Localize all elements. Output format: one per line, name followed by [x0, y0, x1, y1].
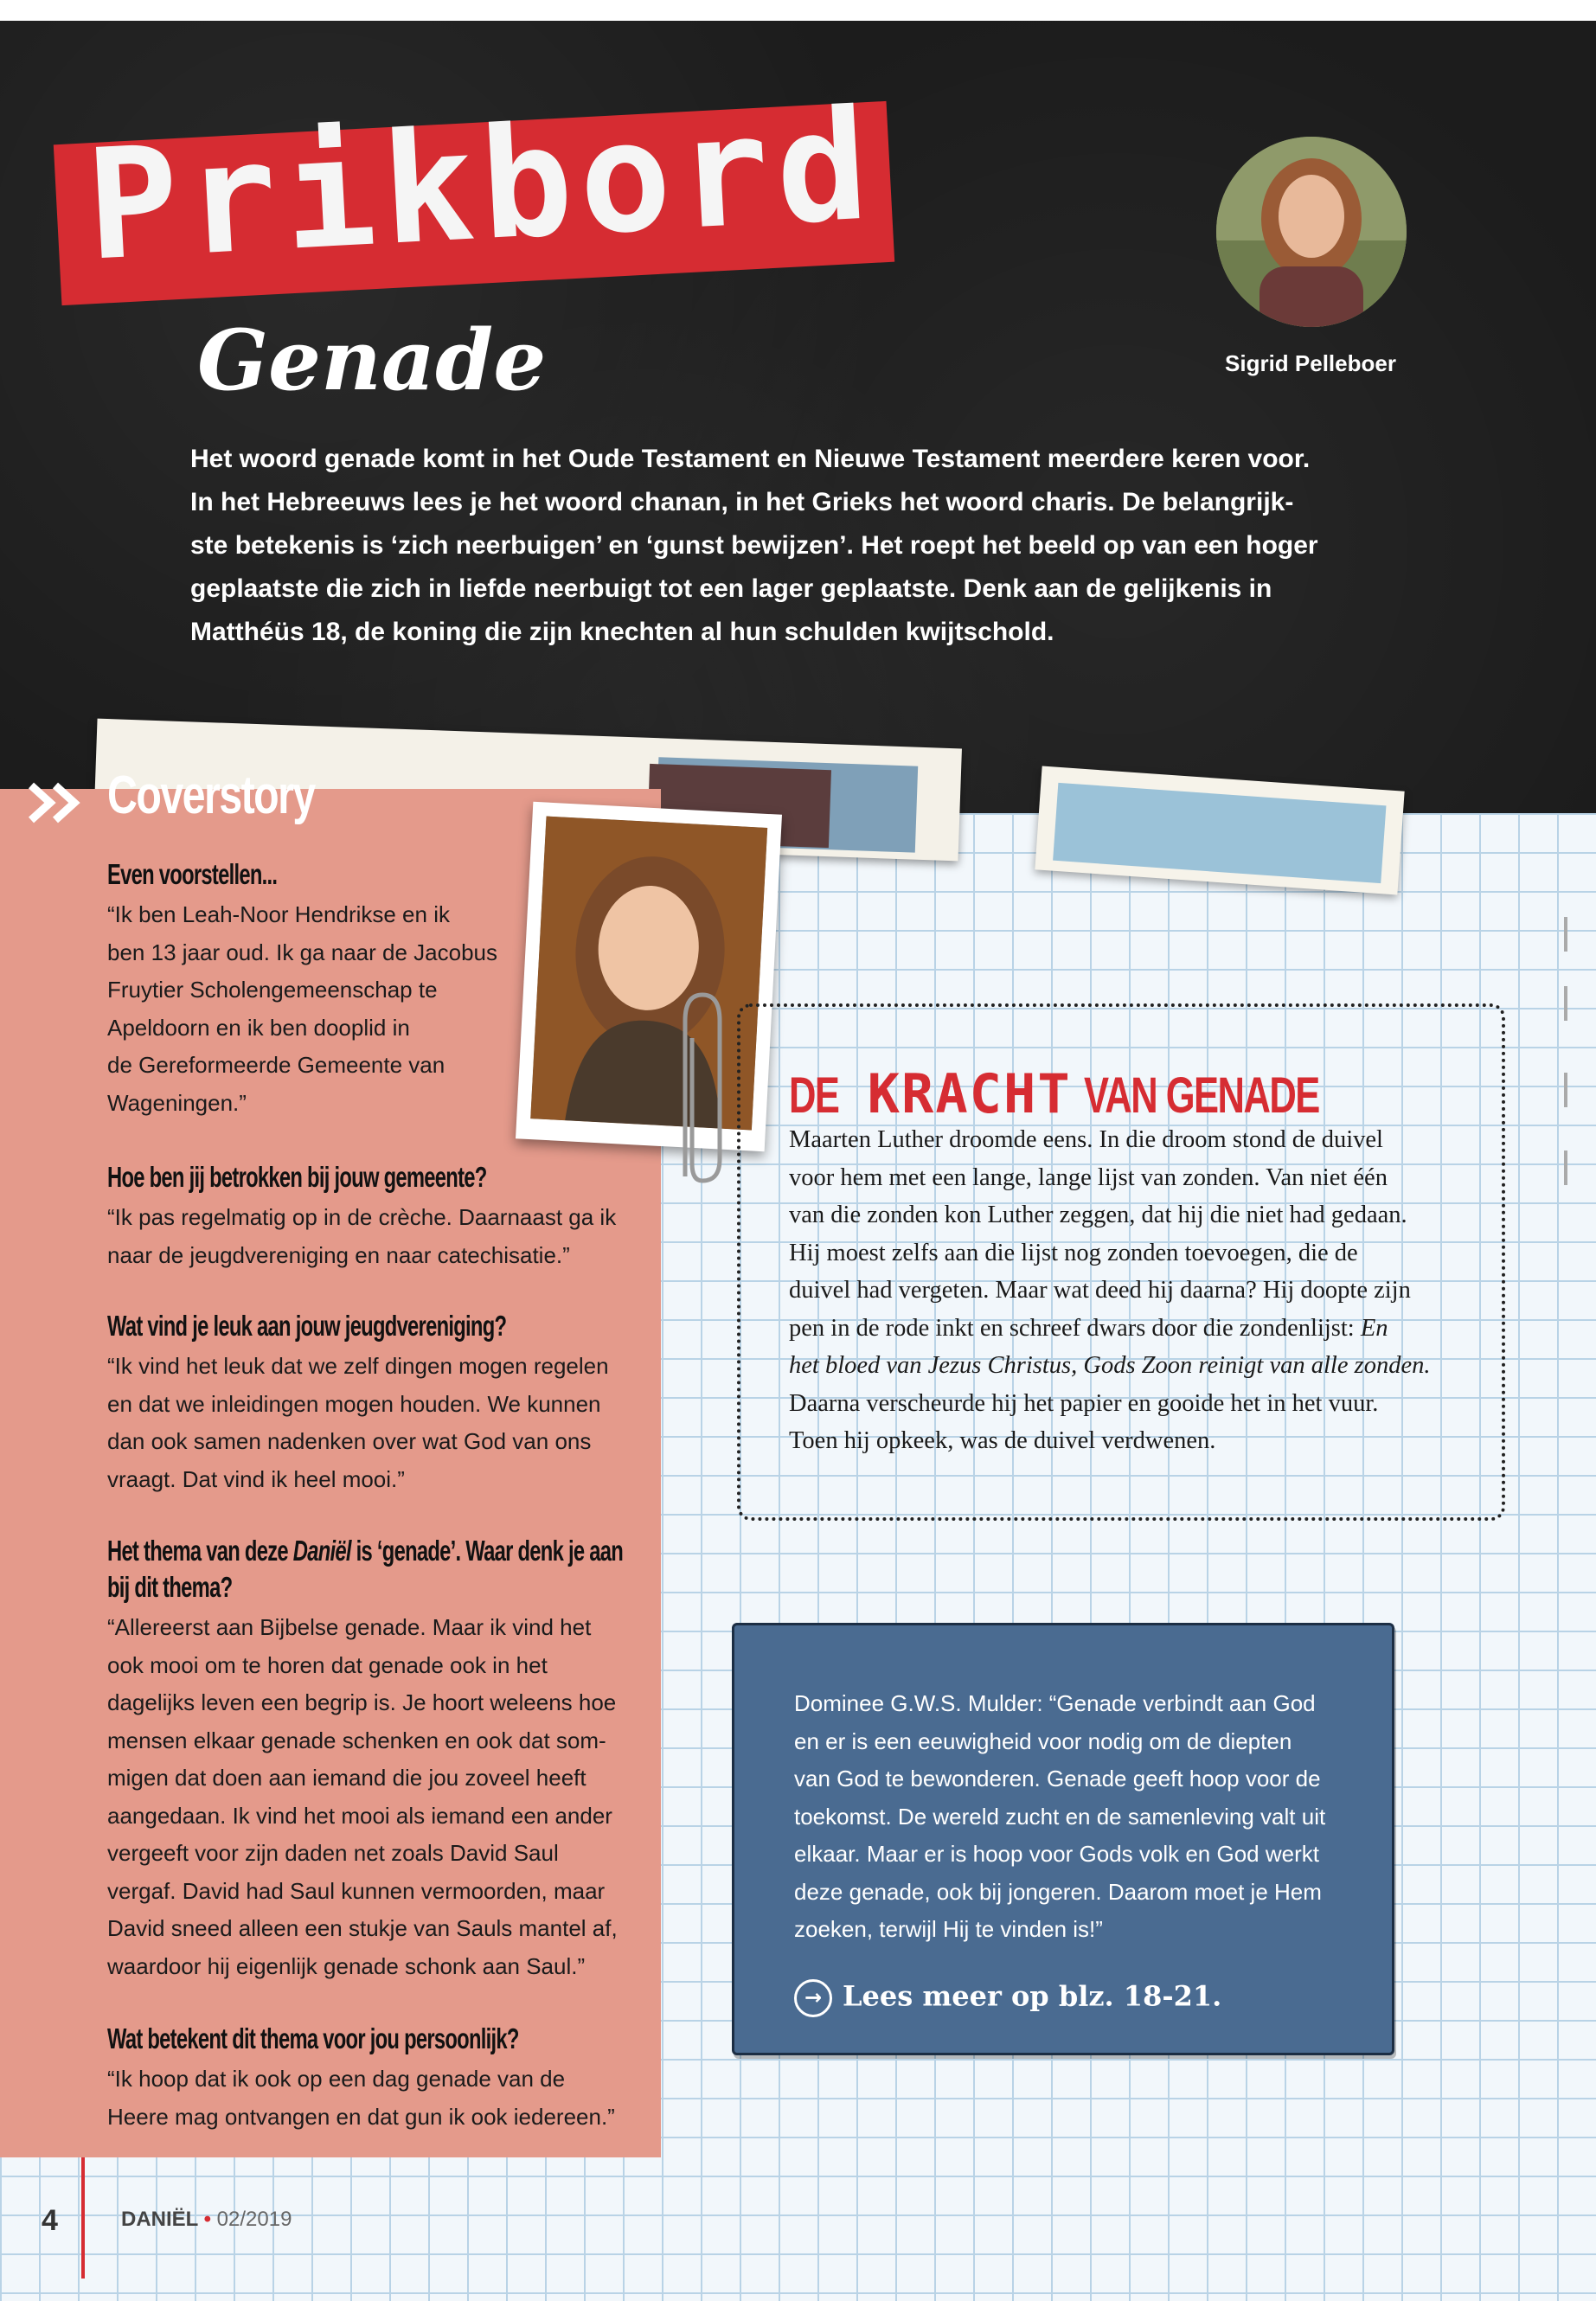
- qa-answer-line: David sneed alleen een stukje van Sauls mantel af,: [107, 1915, 618, 1941]
- intro-paragraph: [190, 438, 1419, 654]
- kracht-line: Hij moest zelfs aan die lijst nog zonden toevoegen, die de: [789, 1239, 1358, 1266]
- kracht-line-part: pen in de rode inkt en schreef dwars door die zondenlijst:: [789, 1314, 1355, 1342]
- qa-answer-line: “Ik pas regelmatig op in de crèche. Daarnaast ga ik: [107, 1204, 617, 1230]
- kracht-title-part: VAN GENADE: [1083, 1067, 1319, 1124]
- intro-line: Het woord genade komt in het Oude Testament en Nieuwe Testament meerdere keren voor.: [190, 445, 1311, 473]
- qa-question: Wat betekent dit thema voor jou persoonlijk?: [107, 2022, 519, 2054]
- author-portrait-icon: [1216, 137, 1407, 327]
- qa-block: [107, 1533, 626, 1985]
- qa-answer-line: naar de jeugdvereniging en naar catechisatie.”: [107, 1241, 570, 1268]
- page-title: Prikbord: [82, 76, 880, 295]
- qa-answer-line: waardoor hij eigenlijk genade schonk aan Saul.”: [107, 1952, 586, 1979]
- edge-mark: [1564, 986, 1567, 1021]
- arrow-right-icon: →: [794, 1979, 832, 2017]
- interviewee-portrait-icon: [530, 817, 767, 1131]
- qa-question-part: bij dit thema?: [107, 1571, 233, 1603]
- qa-block: [107, 1308, 626, 1498]
- read-more-link[interactable]: [794, 1979, 1221, 2017]
- kracht-line: van die zonden kon Luther zeggen, dat hij die niet had gedaan.: [789, 1202, 1407, 1228]
- quote-line: zoeken, terwijl Hij te vinden is!”: [794, 1916, 1103, 1942]
- kracht-quote: En: [1360, 1314, 1388, 1342]
- qa-answer-line: vergeeft voor zijn daden net zoals David Saul: [107, 1840, 559, 1866]
- qa-answer-line: migen dat doen aan iemand die jou zoveel heeft: [107, 1765, 586, 1791]
- qa-answer-line: ook mooi om te horen dat genade ook in het: [107, 1651, 548, 1678]
- quote-line: elkaar. Maar er is hoop voor Gods volk en God werkt: [794, 1841, 1319, 1867]
- qa-answer-line: “Ik vind het leuk dat we zelf dingen mogen regelen: [107, 1353, 609, 1379]
- qa-question-part: Het thema van deze: [107, 1535, 288, 1567]
- quote-line: en er is een eeuwigheid voor nodig om de diepten: [794, 1727, 1292, 1754]
- kracht-line: Toen hij opkeek, was de duivel verdwenen.: [789, 1427, 1216, 1454]
- magazine-name: DANIËL: [121, 2208, 198, 2231]
- qa-answer-line: dagelijks leven een begrip is. Je hoort weleens hoe: [107, 1689, 617, 1715]
- qa-answer-line: Apeldoorn en ik ben dooplid in: [107, 1014, 410, 1041]
- kracht-line: voor hem met een lange, lange lijst van zonden. Van niet één: [789, 1163, 1388, 1191]
- qa-answer-line: en dat we inleidingen mogen houden. We kunnen: [107, 1390, 601, 1417]
- qa-question: [107, 1533, 626, 1606]
- kracht-line: [789, 1347, 1464, 1385]
- read-more-label: Lees meer op blz. 18-21.: [843, 1979, 1222, 2013]
- qa-question-magazine: Daniël: [292, 1535, 351, 1567]
- edge-mark: [1564, 1073, 1567, 1107]
- qa-answer-line: “Ik ben Leah-Noor Hendrikse en ik: [107, 901, 450, 927]
- qa-answer-line: Fruytier Scholengemeenschap te: [107, 977, 438, 1003]
- page-number: 4: [42, 2204, 58, 2237]
- qa-answer-line: mensen elkaar genade schenken en ook dat som-: [107, 1727, 606, 1753]
- paperclip-icon: [668, 986, 728, 1194]
- kracht-line: [789, 1310, 1464, 1348]
- quote-text: [794, 1685, 1365, 1949]
- edge-mark: [1564, 1150, 1567, 1185]
- page-subtitle: Genade: [197, 311, 547, 409]
- author-avatar: [1216, 137, 1407, 327]
- magazine-footer: [121, 2208, 292, 2232]
- qa-answer-line: vergaf. David had Saul kunnen vermoorden, maar: [107, 1877, 606, 1904]
- qa-answer-line: Heere mag ontvangen en dat gun ik ook iedereen.”: [107, 2103, 615, 2130]
- pinned-photo: [1053, 783, 1386, 883]
- double-chevron-icon: [26, 777, 95, 829]
- intro-line: Matthéüs 18, de koning die zijn knechten al hun schulden kwijtschold.: [190, 618, 1054, 646]
- author-name: Sigrid Pelleboer: [1225, 350, 1396, 376]
- qa-answer-line: ben 13 jaar oud. Ik ga naar de Jacobus: [107, 939, 497, 965]
- qa-question: Wat vind je leuk aan jouw jeugdvereniging?: [107, 1310, 507, 1342]
- qa-answer-line: dan ook samen nadenken over wat God van ons: [107, 1428, 592, 1454]
- qa-block: [107, 2021, 626, 2136]
- footer-rule: [81, 2157, 85, 2279]
- footer-separator: •: [203, 2208, 211, 2231]
- kracht-text: [789, 1121, 1464, 1460]
- quote-line: deze genade, ook bij jongeren. Daarom moet je Hem: [794, 1878, 1322, 1905]
- kracht-line: duivel had vergeten. Maar wat deed hij daarna? Hij doopte zijn: [789, 1277, 1411, 1304]
- quote-line: Dominee G.W.S. Mulder: “Genade verbindt aan God: [794, 1690, 1316, 1716]
- qa-question: Hoe ben jij betrokken bij jouw gemeente?: [107, 1161, 487, 1193]
- intro-line: ste betekenis is ‘zich neerbuigen’ en ‘gunst bewijzen’. Het roept het beeld op van een hoger: [190, 531, 1318, 560]
- coverstory-label: Coverstory: [107, 766, 315, 825]
- qa-question: Even voorstellen...: [107, 858, 278, 890]
- interviewee-image: [530, 817, 767, 1131]
- kracht-title: [789, 1062, 1397, 1125]
- intro-line: geplaatste die zich in liefde neerbuigt tot een lager geplaatste. Denk aan de gelijkenis in: [190, 574, 1272, 603]
- qa-answer-line: aangedaan. Ik vind het mooi als iemand een ander: [107, 1802, 612, 1829]
- kracht-title-part: DE: [789, 1067, 839, 1124]
- kracht-line: Daarna verscheurde hij het papier en gooide het in het vuur.: [789, 1389, 1379, 1417]
- top-strip: [0, 0, 1596, 21]
- qa-answer-line: vraagt. Dat vind ik heel mooi.”: [107, 1465, 405, 1492]
- qa-question-part: is ‘genade’. Waar denk je aan: [356, 1535, 624, 1567]
- qa-answer-line: de Gereformeerde Gemeente van: [107, 1052, 445, 1078]
- quote-line: van God te bewonderen. Genade geeft hoop voor de: [794, 1766, 1321, 1791]
- kracht-line: Maarten Luther droomde eens. In die droom stond de duivel: [789, 1126, 1383, 1153]
- qa-answer-line: Wageningen.”: [107, 1089, 247, 1116]
- intro-line: In het Hebreeuws lees je het woord chanan, in het Grieks het woord charis. De belangrijk-: [190, 488, 1294, 516]
- qa-answer-line: “Ik hoop dat ik ook op een dag genade van de: [107, 2066, 566, 2092]
- qa-answer-line: “Allereerst aan Bijbelse genade. Maar ik vind het: [107, 1614, 592, 1640]
- quote-line: toekomst. De wereld zucht en de samenleving valt uit: [794, 1803, 1326, 1830]
- kracht-quote: het bloed van Jezus Christus, Gods Zoon reinigt van alle zonden.: [789, 1352, 1431, 1379]
- kracht-title-highlight: KRACHT: [867, 1062, 1072, 1125]
- qa-block: [107, 1159, 626, 1274]
- issue-date: 02/2019: [216, 2208, 292, 2231]
- edge-mark: [1564, 917, 1567, 952]
